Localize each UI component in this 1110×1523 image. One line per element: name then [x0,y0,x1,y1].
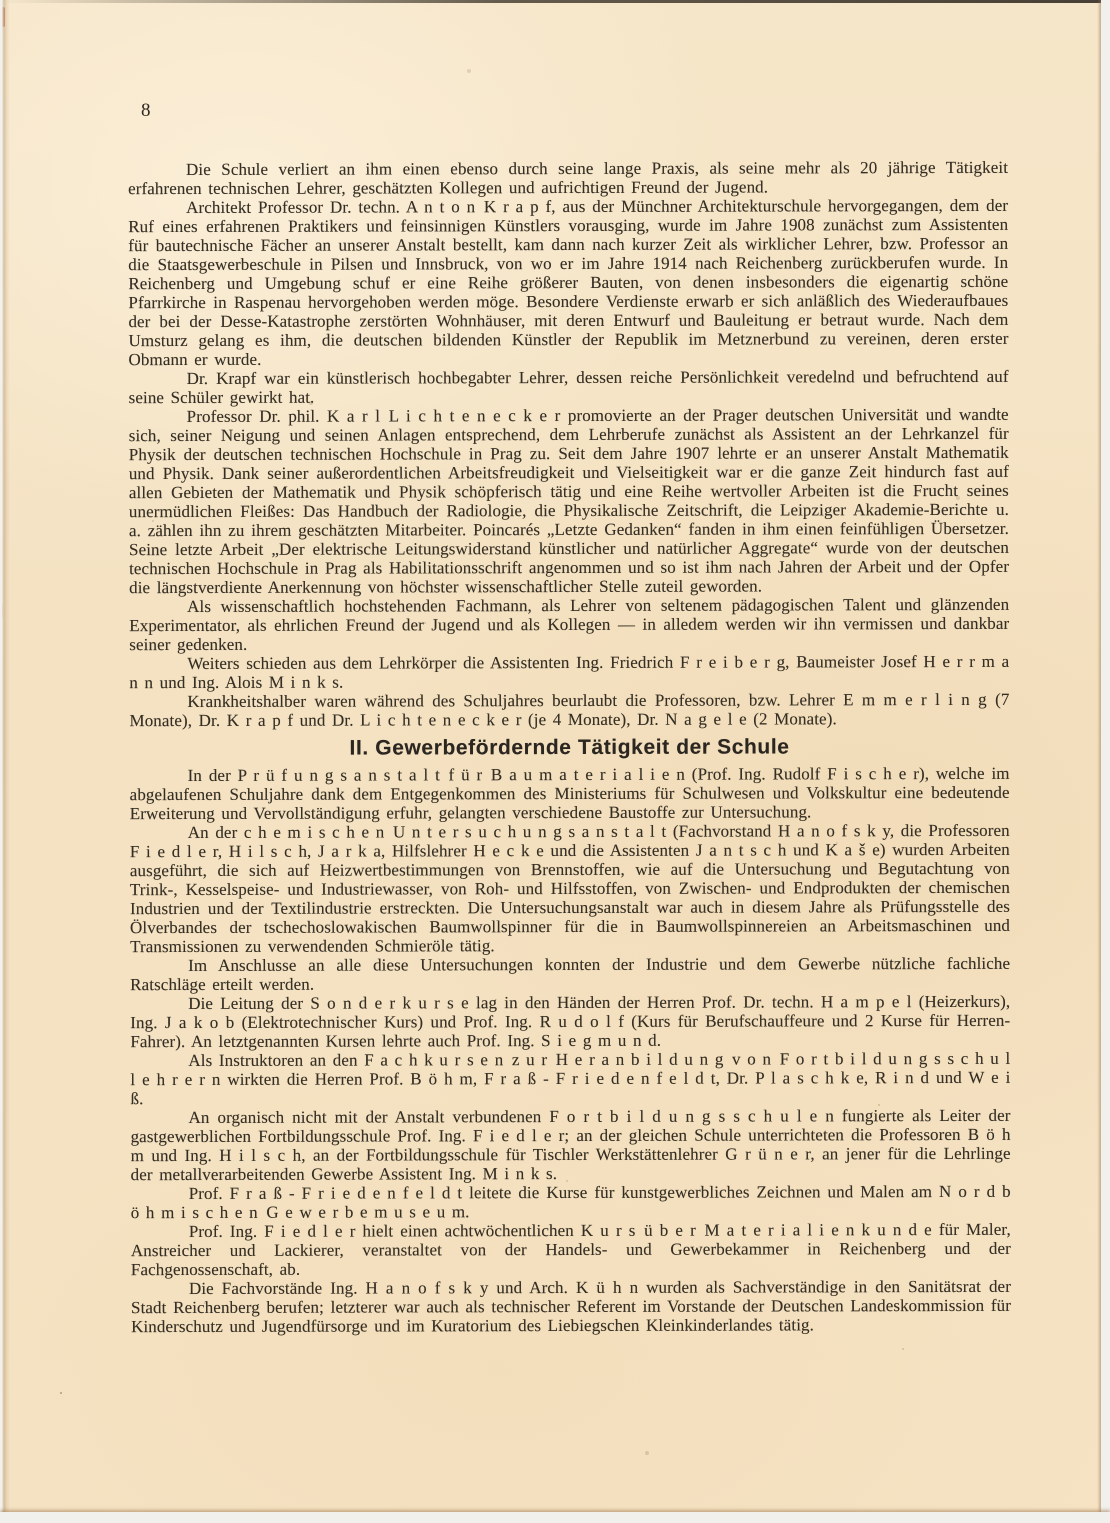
scan-edge-top [0,0,1110,3]
paragraph: Als wissenschaftlich hochstehenden Fachmann, als Lehrer von seltenem pädagogischen Talent und glänzenden Experimentator, als ehrlichen Freund der Jugend und als Kollegen — in alledem werden wir ihn vermissen und dankbar seiner gedenken. [129,594,1010,655]
paragraph: Dr. Krapf war ein künstlerisch hochbegabter Lehrer, dessen reiche Persönlichkeit veredelnd und befruchtend auf seine Schüler gewirkt hat. [128,366,1009,408]
text-column [128,158,1011,1336]
paragraph: Im Anschlusse an alle diese Untersuchungen konnten der Industrie und dem Gewerbe nützliche fachliche Ratschläge erteilt werden. [130,953,1011,995]
paper-specks [0,0,2,2]
paragraph: An der c h e m i s c h e n U n t e r s u c h u n g s a n s t a l t (Fachvorstand H a n o f s k y, die Professoren F i e d l e r, H i l s c h, J a r k a, Hilfslehrer H e c k e und die Assistenten J a n t s c h und K a š e) wurden Arbeiten ausgeführt, die sich auf Heizwertbestimmungen von Brennstoffen, wie auf die Untersuchung und Begutachtung von Trink-, Kesselspeise- und Industriewasser, von Roh- und Hilfsstoffen, von Zwischen- und Endprodukten der chemischen Industrien und der Textilindustrie erstreckten. Die Untersuchungsanstalt war auch in diesem Jahre als Prüfungsstelle des Ölverbandes der tschechoslowakischen Baumwollspinner für die in Baumwollspinnereien an Arbeitsmaschinen und Transmissionen zu verwendenden Schmieröle tätig. [129,820,1011,957]
scan-edge-right [1101,0,1110,1523]
paragraph: Krankheitshalber waren während des Schuljahres beurlaubt die Professoren, bzw. Lehrer E m m e r l i n g (7 Monate), Dr. K r a p f und Dr. L i c h t e n e c k e r (je 4 Monate), Dr. N a g e l e (2 Monate). [129,689,1010,731]
paragraph: Die Leitung der S o n d e r k u r s e lag in den Händen der Herren Prof. Dr. techn. H a m p e l (Heizerkurs), Ing. J a k o b (Elektrotechnischer Kurs) und Prof. Ing. R u d o l f (Kurs für Berufschauffeure und 2 Kurse für Herren-Fahrer). An letztgenannten Kursen lehrte auch Prof. Ing. S i e g m u n d. [130,991,1011,1052]
paragraph: In der P r ü f u n g s a n s t a l t f ü r B a u m a t e r i a l i e n (Prof. Ing. Rudolf F i s c h e r), welche im abgelaufenen Schuljahre dank dem Entgegenkommen des Ministeriums für Schulwesen und Volkskultur eine bedeutende Erweiterung und Vervollständigung erfuhr, gelangten verschiedene Baustoffe zur Untersuchung. [129,763,1010,824]
paragraph: An organisch nicht mit der Anstalt verbundenen F o r t b i l d u n g s s c h u l e n fungierte als Leiter der gastgewerblichen Fortbildungsschule Prof. Ing. F i e d l e r; an der gleichen Schule unterrichteten die Professoren B ö h m und Ing. H i l s c h, an der Fortbildungsschule für Tischler Werkstättenlehrer G r ü n e r, an jener für die Lehrlinge der metallverarbeitenden Gewerbe Assistent Ing. M i n k s. [130,1105,1011,1185]
paragraph: Prof. F r a ß - F r i e d e n f e l d t leitete die Kurse für kunstgewerbliches Zeichnen und Malen am N o r d b ö h m i s c h e n G e w e r b e m u s e u m. [130,1181,1011,1223]
paragraph: Professor Dr. phil. K a r l L i c h t e n e c k e r promovierte an der Prager deutschen Universität und wandte sich, seiner Neigung und seinen Anlagen entsprechend, dem Lehrberufe zunächst als Assistent an der Lehrkanzel für Physik der deutschen technischen Hochschule in Prag zu. Seit dem Jahre 1907 lehrte er an unserer Anstalt Mathematik und Physik. Dank seiner außerordentlichen Arbeitsfreudigkeit und Vielseitigkeit war er die ganze Zeit hindurch fast auf allen Gebieten der Mathematik und Physik schöpferisch tätig und eine Reihe wertvoller Arbeiten ist die Frucht seines unermüdlichen Fleißes: Das Handbuch der Radiologie, die Physikalische Zeitschrift, die Leipziger Akademie-Berichte u. a. zählen ihn zu ihrem geschätzten Mitarbeiter. Poincarés „Letzte Gedanken“ fanden in ihm einen feinfühligen Übersetzer. Seine letzte Arbeit „Der elektrische Leitungswiderstand künstlicher und natürlicher Aggregate“ wurde von der deutschen technischen Hochschule in Prag als Habilitationsschrift angenommen und so ist ihm nach Jahren der Arbeit und der Opfer die längstverdiente Anerkennung von höchster wissenschaftlicher Stelle zuteil geworden. [128,404,1010,598]
paragraph: Architekt Professor Dr. techn. A n t o n K r a p f, aus der Münchner Architekturschule hervorgegangen, dem der Ruf eines erfahrenen Praktikers und feinsinnigen Künstlers vorausging, wurde im Jahre 1908 zunächst zum Assistenten für bautechnische Fächer an unserer Anstalt bestellt, kam dann nach kurzer Zeit als wirklicher Lehrer, bzw. Professor an die Staatsgewerbeschule in Pilsen und Innsbruck, von wo er im Jahre 1914 nach Reichenberg zurückberufen wurde. In Reichenberg und Umgebung schuf er eine Reihe größerer Bauten, von denen insbesonders die eigenartig schöne Pfarrkirche in Raspenau hervorgehoben werden möge. Besondere Verdienste erwarb er sich anläßlich des Wiederaufbaues der bei der Desse-Katastrophe zerstörten Wohnhäuser, mit deren Entwurf und Bauleitung er betraut wurde. Nach dem Umsturz gelang es ihm, die deutschen bildenden Künstler der Republik im Metznerbund zu vereinen, deren erster Obmann er wurde. [128,195,1009,370]
paragraph: Die Schule verliert an ihm einen ebenso durch seine lange Praxis, als seine mehr als 20 jährige Tätigkeit erfahrenen technischen Lehrer, geschätzten Kollegen und aufrichtigen Freund der Jugend. [128,157,1009,199]
page-number: 8 [141,100,151,121]
scan-edge-left [0,0,10,1523]
paragraph: Die Fachvorstände Ing. H a n o f s k y und Arch. K ü h n wurden als Sachverständige in den Sanitätsrat der Stadt Reichenberg berufen; letzterer war auch als technischer Referent im Vorstande der Deutschen Landeskommission für Kinderschutz und Jugendfürsorge und im Kuratorium des Liebiegschen Kleinkinderlandes tätig. [130,1276,1012,1337]
paragraph: Weiters schieden aus dem Lehrkörper die Assistenten Ing. Friedrich F r e i b e r g, Baumeister Josef H e r r m a n n und Ing. Alois M i n k s. [129,651,1010,693]
scan-edge-bottom [0,1512,1110,1523]
paragraph: Als Instruktoren an den F a c h k u r s e n z u r H e r a n b i l d u n g v o n F o r t b i l d u n g s s c h u l l e h r e r n wirkten die Herren Prof. B ö h m, F r a ß - F r i e d e n f e l d t, Dr. P l a s c h k e, R i n d und W e i ß. [130,1048,1011,1109]
scan-edge-mark [0,604,3,618]
paragraph: Prof. Ing. F i e d l e r hielt einen achtwöchentlichen K u r s ü b e r M a t e r i a l i e n k u n d e für Maler, Anstreicher und Lackierer, veranstaltet von der Handels- und Gewerbekammer in Reichenberg und der Fachgenossenschaft, ab. [130,1219,1011,1280]
section-heading: II. Gewerbefördernde Tätigkeit der Schule [349,735,790,760]
scan-edge-mark [1,7,5,27]
